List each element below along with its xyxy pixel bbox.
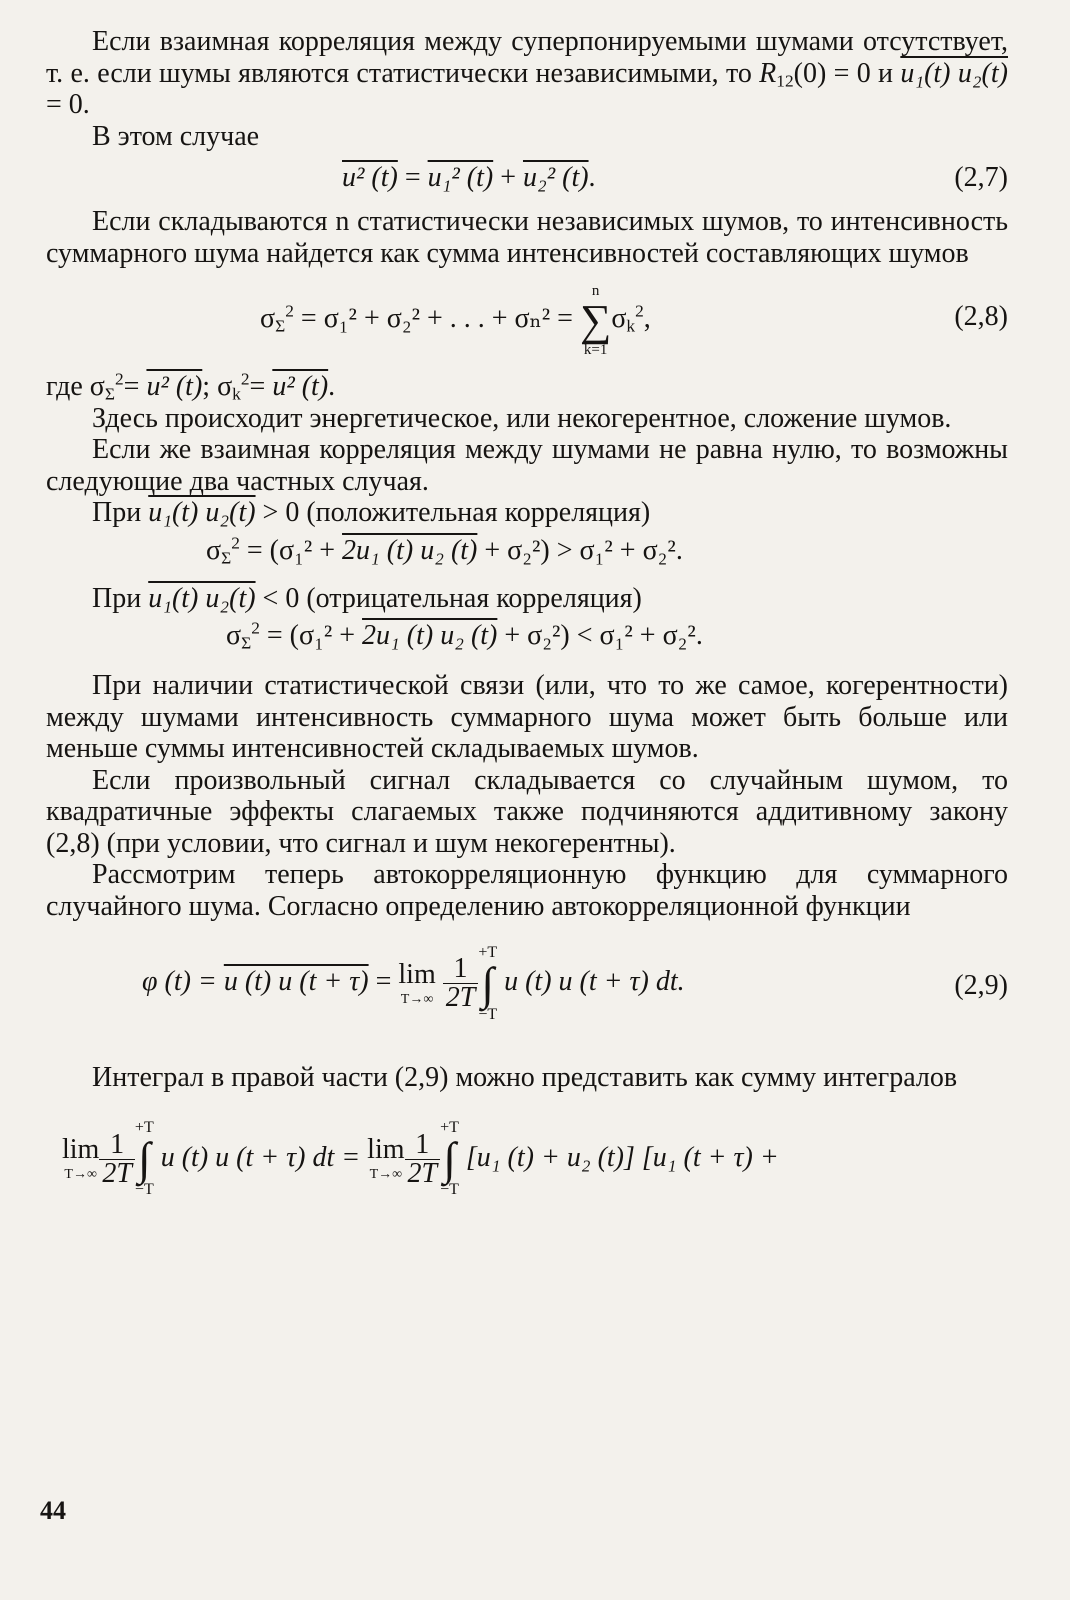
eqpos-cross-term: 2u₁ (t) u₂ (t)	[342, 534, 478, 566]
integral-upper-limit: +T	[440, 1119, 459, 1137]
sigma-sign: ∑	[579, 295, 612, 345]
eq28-sigma-sum-sub: Σ	[275, 316, 286, 336]
eqneg-cross-term: 2u₁ (t) u₂ (t)	[362, 620, 498, 651]
eqpos-close: + σ₂²) > σ₁² + σ₂².	[477, 534, 683, 566]
p4-mean-1: u² (t)	[146, 371, 203, 402]
eqneg-close: + σ₂²) < σ₁² + σ₂².	[497, 620, 703, 651]
eq29-integrand: u (t) u (t + τ) dt.	[497, 966, 685, 997]
eqpos-open: = (σ₁² +	[239, 534, 343, 566]
eqlast-fraction-1	[99, 1128, 135, 1189]
p4-sigma-sum-sub: Σ	[104, 384, 115, 404]
paragraph-12: Интеграл в правой части (2,9) можно представить как сумму интегралов	[92, 1062, 958, 1093]
p4-lead: где	[46, 371, 90, 402]
eqlast-right-integrand: [u₁ (t) + u₂ (t)] [u₁ (t + τ) +	[458, 1141, 779, 1173]
fraction-denominator: 2T	[407, 1157, 438, 1189]
eq28-comma: ,	[643, 303, 651, 334]
integral-lower-limit: −T	[134, 1181, 154, 1199]
integral-lower-limit: −T	[440, 1181, 459, 1199]
eq29-lhs: φ (t) =	[142, 966, 224, 997]
lim-word: lim	[367, 1134, 405, 1166]
eq27-term-2: u₂² (t)	[522, 162, 589, 193]
paragraph-7	[46, 497, 1008, 529]
paragraph-10: Если произвольный сигнал складывается со случайным шумом, то квадратичные эффекты слагаемых также подчиняются аддитивному закону (2,8) (при условии, что сигнал и шум некогерентны).	[46, 764, 1008, 859]
paragraph-1	[46, 26, 1008, 121]
integral-upper-limit: +T	[134, 1119, 154, 1137]
p8-tail: < 0 (отрицательная корреляция)	[255, 582, 642, 614]
p4-separator: ;	[202, 371, 218, 402]
integral-sign: ∫	[481, 957, 495, 1009]
eqpos-lhs-sub: Σ	[221, 547, 232, 567]
p1-text: Если взаимная корреляция между суперпонируемыми шумами отсутствует, т. е. если шумы являются статистически независимыми, то	[46, 26, 1008, 89]
paragraph-2: В этом случае	[92, 120, 260, 152]
eqpos-lhs: σ	[206, 534, 222, 566]
eq29-lim	[398, 958, 436, 1007]
fraction-numerator: 1	[99, 1131, 135, 1160]
lim-subscript: T→∞	[64, 1167, 97, 1183]
eq29-fraction	[443, 955, 479, 1012]
page-text	[46, 26, 1008, 1214]
equation-2-9	[46, 928, 1008, 1038]
eqneg-lhs-sub: Σ	[241, 633, 252, 653]
p8-lead: При	[92, 582, 149, 614]
eq27-lhs: u² (t)	[342, 162, 398, 193]
p4-mean-2: u² (t)	[272, 371, 329, 402]
eq28-sum-term-sub: k	[626, 316, 636, 336]
summation-operator	[580, 284, 611, 358]
p4-end: .	[328, 371, 336, 402]
p8-cross-mean: u₁(t) u₂(t)	[148, 582, 256, 614]
p7-lead: При	[92, 497, 149, 528]
eq28-sigma-sum: σ	[260, 303, 276, 334]
p7-cross-mean: u₁(t) u₂(t)	[148, 497, 256, 528]
r12-argument: (0) = 0 и	[793, 57, 901, 89]
p4-sigma-k: σ	[217, 371, 233, 402]
eqneg-open: = (σ₁² +	[259, 620, 363, 651]
lim-word: lim	[62, 1134, 100, 1166]
eqlast-integral-1	[135, 1120, 154, 1198]
equation-number-2-7: (2,7)	[954, 162, 1008, 193]
paragraph-8	[46, 583, 1008, 615]
equation-2-8: $\sigma_\Sigma^2 = \sigma_1^2 + \sigma_2^2$ + . . . + σₙ² = n ∑ k=1 $\sigma_k^2$, (2,8)	[260, 282, 1008, 358]
cross-product-mean: u₁(t) u₂(t)	[900, 57, 1008, 89]
eq27-plus: +	[493, 162, 523, 193]
paragraph-6: Если же взаимная корреляция между шумами не равна нулю, то возможны следующие два частных случая.	[46, 434, 1008, 497]
eq28-sum-term: σ	[611, 303, 627, 334]
eq27-dot: .	[588, 162, 596, 193]
integral-upper-limit: +T	[478, 943, 498, 961]
eq28-rhs: σ₁² + σ₂² + . . . + σₙ² =	[323, 303, 580, 334]
fraction-denominator: 2T	[445, 982, 476, 1014]
equation-number-2-9: (2,9)	[954, 970, 1008, 1001]
p7-tail: > 0 (положительная корреляция)	[255, 497, 651, 528]
paragraph-5: Здесь происходит энергетическое, или некогерентное, сложение шумов.	[92, 402, 952, 434]
equation-integral-sum	[46, 1104, 1008, 1214]
paragraph-4: где $\sigma_\Sigma^2= u^2$ (t); $\sigma_k^2= u^2$ (t).	[46, 369, 336, 404]
equation-positive-correlation: $\sigma_\Sigma^2 = (\sigma_1^2 + 2u_1$ (t) u₂ (t) + σ₂²) > σ₁² + σ₂².	[206, 532, 683, 567]
eqlast-fraction-2	[405, 1128, 441, 1189]
lim-subscript: T→∞	[369, 1167, 403, 1183]
paragraph-9: При наличии статистической связи (или, что то же самое, когерентности) между шумами интенсивность суммарного шума может быть больше или меньше суммы интенсивностей складываемых шумов.	[46, 670, 1008, 764]
fraction-denominator: 2T	[102, 1157, 132, 1189]
eqlast-left-integrand: u (t) u (t + τ) dt =	[153, 1141, 368, 1173]
integral-sign: ∫	[138, 1133, 151, 1185]
eqlast-integral-2	[440, 1120, 459, 1198]
eqneg-lhs: σ	[226, 620, 242, 651]
equation-negative-correlation: $\sigma_\Sigma^2 = (\sigma_1^2 + 2u_1$ (t) u₂ (t) + σ₂²) < σ₁² + σ₂².	[226, 618, 703, 653]
eq27-term-1: u₁² (t)	[427, 162, 494, 193]
eqlast-lim-1	[62, 1136, 99, 1182]
p4-sigma-sum: σ	[89, 371, 105, 402]
fraction-numerator: 1	[405, 1131, 441, 1160]
p4-sigma-k-sub: k	[232, 384, 241, 404]
equation-number-2-8: (2,8)	[954, 301, 1008, 332]
paragraph-3: Если складываются n статистически независимых шумов, то интенсивность суммарного шума найдется как сумма интенсивностей составляющих шумов	[46, 206, 1008, 269]
eqlast-lim-2	[367, 1136, 404, 1182]
eq29-mean: u (t) u (t + τ)	[223, 966, 369, 997]
sum-lower-limit: k=1	[583, 341, 608, 358]
lim-word: lim	[398, 958, 436, 990]
eq29-equals: =	[368, 966, 399, 997]
eq29-integral	[478, 945, 497, 1023]
paragraph-11: Рассмотрим теперь автокорреляционную функцию для суммарного случайного шума. Согласно определению автокорреляционной функции	[46, 859, 1008, 922]
p1-tail: = 0.	[46, 89, 90, 120]
page-number: 44	[40, 1496, 66, 1525]
sum-upper-limit: n	[591, 282, 600, 299]
integral-lower-limit: −T	[478, 1005, 498, 1023]
r12-symbol: R	[759, 57, 777, 89]
eq27-equals: =	[397, 162, 428, 193]
integral-sign: ∫	[443, 1133, 456, 1185]
fraction-numerator: 1	[443, 955, 479, 984]
lim-subscript: T→∞	[400, 991, 434, 1007]
equation-2-7	[46, 156, 1008, 200]
r12-subscript: 12	[776, 70, 794, 90]
